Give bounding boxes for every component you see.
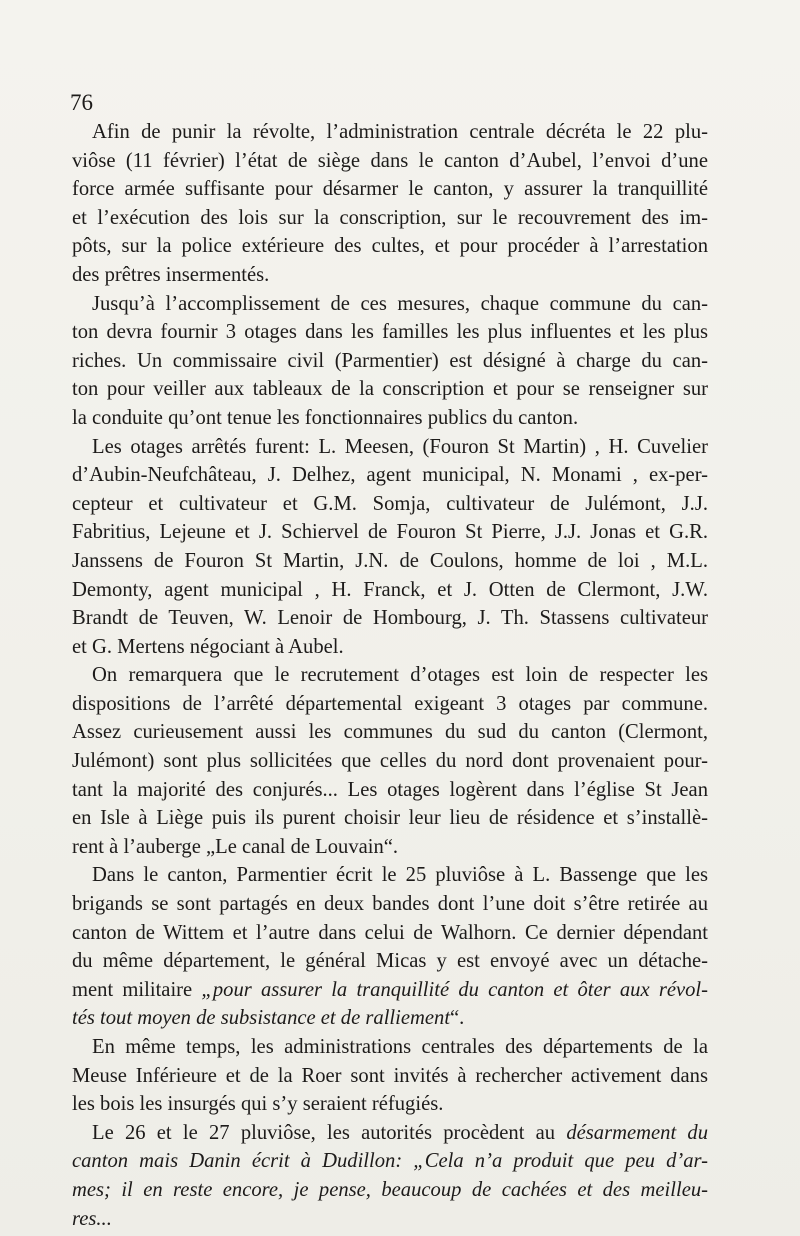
- text-line: d’Aubin-Neufchâteau, J. Delhez, agent municipal, N. Monami , ex-per-: [72, 464, 708, 487]
- text-line: force armée suffisante pour désarmer le canton, y assurer la tranquillité: [72, 178, 708, 201]
- text-line: Meuse Inférieure et de la Roer sont invités à rechercher activement dans: [72, 1064, 708, 1087]
- text-line: [72, 1176, 708, 1205]
- text-line: [72, 1147, 708, 1176]
- text-line: rent à l’auberge „Le canal de Louvain“.: [72, 835, 399, 858]
- text-line: la conduite qu’ont tenue les fonctionnaires publics du canton.: [72, 406, 579, 429]
- italic-text: mes; il en reste encore, je pense, beaucoup de cachées et des meilleu-: [72, 1178, 708, 1201]
- text-line: riches. Un commissaire civil (Parmentier) est désigné à charge du can-: [72, 349, 708, 372]
- text-line: Julémont) sont plus sollicitées que celles du nord dont provenaient pour-: [72, 750, 708, 773]
- paragraph-4: [72, 661, 708, 861]
- text-line: Janssens de Fouron St Martin, J.N. de Coulons, homme de loi , M.L.: [72, 549, 708, 572]
- text-line: tant la majorité des conjurés... Les otages logèrent dans l’église St Jean: [72, 778, 708, 801]
- text-line: pôts, sur la police extérieure des cultes, et pour procéder à l’arrestation: [72, 235, 708, 258]
- text-line: cepteur et cultivateur et G.M. Somja, cultivateur de Julémont, J.J.: [72, 492, 708, 515]
- text-line: [72, 976, 708, 1005]
- text-line: et l’exécution des lois sur la conscription, sur le recouvrement des im-: [72, 206, 708, 229]
- italic-quote: tés tout moyen de subsistance et de ralliement: [72, 1007, 451, 1030]
- paragraph-5: [72, 861, 708, 1033]
- text-line: Fabritius, Lejeune et J. Schiervel de Fouron St Pierre, J.J. Jonas et G.R.: [72, 521, 708, 544]
- text-line: Brandt de Teuven, W. Lenoir de Hombourg, J. Th. Stassens cultivateur: [72, 607, 708, 630]
- italic-quote: „pour assurer la tranquillité du canton et ôter aux révol-: [201, 978, 709, 1001]
- text-line: [72, 1004, 708, 1033]
- text-line: Dans le canton, Parmentier écrit le 25 pluviôse à L. Bassenge que les: [92, 864, 708, 887]
- text-fragment: Le 26 et le 27 pluviôse, les autorités procèdent au: [92, 1121, 567, 1144]
- body-text: [72, 118, 708, 1233]
- paragraph-2: [72, 290, 708, 433]
- text-fragment: “.: [450, 1007, 465, 1030]
- italic-text: res...: [72, 1207, 112, 1230]
- paragraph-1: [72, 118, 708, 290]
- italic-text: canton mais Danin écrit à Dudillon: „Cela n’a produit que peu d’ar-: [72, 1150, 708, 1173]
- text-line: brigands se sont partagés en deux bandes dont l’une doit s’être retirée au: [72, 893, 708, 916]
- text-line: Assez curieusement aussi les communes du sud du canton (Clermont,: [72, 721, 708, 744]
- text-line: les bois les insurgés qui s’y seraient réfugiés.: [72, 1093, 444, 1116]
- text-line: Jusqu’à l’accomplissement de ces mesures, chaque commune du can-: [92, 292, 708, 315]
- text-line: Les otages arrêtés furent: L. Meesen, (Fouron St Martin) , H. Cuvelier: [92, 435, 708, 458]
- text-line: On remarquera que le recrutement d’otages est loin de respecter les: [92, 664, 708, 687]
- text-line: [72, 1205, 708, 1234]
- paragraph-6: [72, 1033, 708, 1119]
- text-line: viôse (11 février) l’état de siège dans le canton d’Aubel, l’envoi d’une: [72, 149, 708, 172]
- text-line: dispositions de l’arrêté départemental exigeant 3 otages par commune.: [72, 692, 708, 715]
- paragraph-3: [72, 433, 708, 662]
- text-line: [72, 1119, 708, 1148]
- text-line: du même département, le général Micas y est envoyé avec un détache-: [72, 950, 708, 973]
- text-line: ton devra fournir 3 otages dans les familles les plus influentes et les plus: [72, 321, 708, 344]
- text-line: canton de Wittem et l’autre dans celui de Walhorn. Ce dernier dépendant: [72, 921, 708, 944]
- text-line: et G. Mertens négociant à Aubel.: [72, 635, 344, 658]
- text-line: Afin de punir la révolte, l’administration centrale décréta le 22 plu-: [92, 121, 708, 143]
- page-number: 76: [70, 90, 93, 115]
- text-line: Demonty, agent municipal , H. Franck, et J. Otten de Clermont, J.W.: [72, 578, 708, 601]
- text-line: ton pour veiller aux tableaux de la conscription et pour se renseigner sur: [72, 378, 708, 401]
- text-line: des prêtres insermentés.: [72, 263, 270, 286]
- text-line: en Isle à Liège puis ils purent choisir leur lieu de résidence et s’installè-: [72, 807, 708, 830]
- italic-text: désarmement du: [566, 1121, 708, 1144]
- text-fragment: ment militaire: [72, 978, 202, 1001]
- paragraph-7: [72, 1119, 708, 1233]
- text-line: En même temps, les administrations centrales des départements de la: [92, 1036, 708, 1058]
